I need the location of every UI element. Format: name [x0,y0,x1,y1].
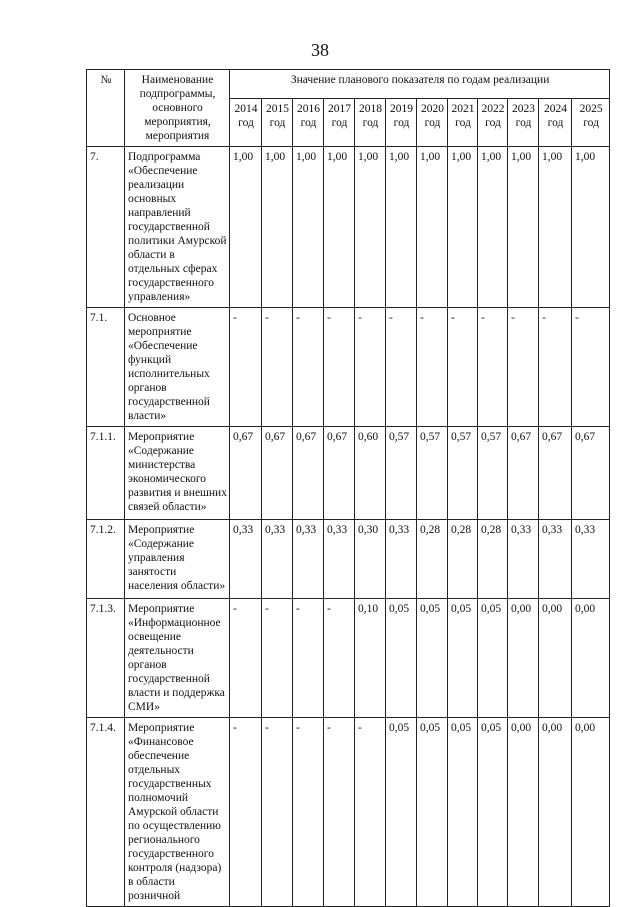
row-number: 7.1.2. [87,520,125,599]
year-value-cell: - [417,308,448,427]
year-value-cell: 0,05 [417,599,448,718]
year-value-cell: 1,00 [572,147,610,308]
indicators-table [86,69,610,907]
year-value-cell: 0,33 [386,520,417,599]
year-value-cell: - [262,718,293,907]
year-value-cell: 0,67 [230,427,262,520]
header-year: 2014 год [230,98,262,146]
year-value-cell: - [293,599,324,718]
year-value-cell: 0,05 [386,718,417,907]
table-row [87,308,610,427]
year-value-cell: 1,00 [324,147,355,308]
header-name: Наименование подпрограммы, основного мероприятия, мероприятия [125,70,230,147]
year-value-cell: - [230,599,262,718]
year-value-cell: 1,00 [293,147,324,308]
year-value-cell: 0,33 [230,520,262,599]
year-value-cell: 0,57 [448,427,478,520]
table-header [87,70,610,147]
year-value-cell: 0,30 [355,520,386,599]
year-value-cell: - [293,308,324,427]
year-value-cell: 0,00 [508,599,539,718]
year-value-cell: 0,33 [572,520,610,599]
year-value-cell: 0,67 [293,427,324,520]
year-value-cell: 1,00 [386,147,417,308]
row-number: 7. [87,147,125,308]
row-name: Основное мероприятие «Обеспечение функций исполнительных органов государственной власти» [125,308,230,427]
header-year: 2015 год [262,98,293,146]
year-value-cell: 0,67 [572,427,610,520]
year-value-cell: - [262,308,293,427]
year-value-cell: 0,05 [478,599,508,718]
year-value-cell: 1,00 [230,147,262,308]
year-value-cell: 0,05 [478,718,508,907]
header-years-span: Значение планового показателя по годам реализации [230,70,610,99]
header-year: 2025 год [572,98,610,146]
year-value-cell: - [230,308,262,427]
year-value-cell: 0,28 [478,520,508,599]
header-year: 2023 год [508,98,539,146]
year-value-cell: 0,05 [417,718,448,907]
header-year: 2017 год [324,98,355,146]
table-row [87,718,610,907]
year-value-cell: - [539,308,572,427]
year-value-cell: 1,00 [508,147,539,308]
year-value-cell: 0,28 [448,520,478,599]
header-year: 2020 год [417,98,448,146]
header-year: 2022 год [478,98,508,146]
year-value-cell: 1,00 [355,147,386,308]
year-value-cell: 0,67 [539,427,572,520]
year-value-cell: - [230,718,262,907]
year-value-cell: 0,57 [478,427,508,520]
header-year: 2021 год [448,98,478,146]
year-value-cell: 0,67 [508,427,539,520]
year-value-cell: - [448,308,478,427]
header-year: 2024 год [539,98,572,146]
table-row [87,599,610,718]
year-value-cell: - [355,718,386,907]
year-value-cell: - [262,599,293,718]
table-row [87,427,610,520]
row-name: Мероприятие «Информационное освещение деятельности органов государственной власти и поддержка СМИ» [125,599,230,718]
year-value-cell: 1,00 [448,147,478,308]
year-value-cell: 0,00 [508,718,539,907]
row-number: 7.1.1. [87,427,125,520]
year-value-cell: 0,00 [572,718,610,907]
year-value-cell: - [355,308,386,427]
year-value-cell: 0,57 [417,427,448,520]
year-value-cell: - [572,308,610,427]
year-value-cell: 0,28 [417,520,448,599]
row-number: 7.1.3. [87,599,125,718]
year-value-cell: - [324,599,355,718]
table-body [87,147,610,907]
row-name: Подпрограмма «Обеспечение реализации основных направлений государственной политики Амурской области в отдельных сферах государственного управления» [125,147,230,308]
year-value-cell: - [293,718,324,907]
year-value-cell: 1,00 [417,147,448,308]
header-year: 2019 год [386,98,417,146]
year-value-cell: 1,00 [539,147,572,308]
year-value-cell: 0,10 [355,599,386,718]
year-value-cell: 1,00 [262,147,293,308]
year-value-cell: 0,33 [293,520,324,599]
year-value-cell: 0,67 [324,427,355,520]
table-row [87,520,610,599]
year-value-cell: 0,60 [355,427,386,520]
row-number: 7.1.4. [87,718,125,907]
year-value-cell: 1,00 [478,147,508,308]
year-value-cell: 0,00 [572,599,610,718]
year-value-cell: 0,00 [539,718,572,907]
year-value-cell: 0,67 [262,427,293,520]
year-value-cell: 0,33 [262,520,293,599]
year-value-cell: - [324,308,355,427]
row-name: Мероприятие «Финансовое обеспечение отдельных государственных полномочий Амурской области по осуществлению регионального государственного контроля (надзора) в области розничной [125,718,230,907]
year-value-cell: 0,05 [386,599,417,718]
year-value-cell: 0,33 [539,520,572,599]
year-value-cell: - [386,308,417,427]
table-row [87,147,610,308]
header-year: 2016 год [293,98,324,146]
year-value-cell: 0,00 [539,599,572,718]
year-value-cell: 0,05 [448,718,478,907]
year-value-cell: 0,57 [386,427,417,520]
year-value-cell: - [324,718,355,907]
year-value-cell: - [508,308,539,427]
row-number: 7.1. [87,308,125,427]
header-year: 2018 год [355,98,386,146]
year-value-cell: - [478,308,508,427]
row-name: Мероприятие «Содержание министерства экономического развития и внешних связей области» [125,427,230,520]
row-name: Мероприятие «Содержание управления занятости населения области» [125,520,230,599]
header-number: № [87,70,125,147]
year-value-cell: 0,33 [324,520,355,599]
year-value-cell: 0,33 [508,520,539,599]
year-value-cell: 0,05 [448,599,478,718]
page-number: 38 [311,40,329,60]
